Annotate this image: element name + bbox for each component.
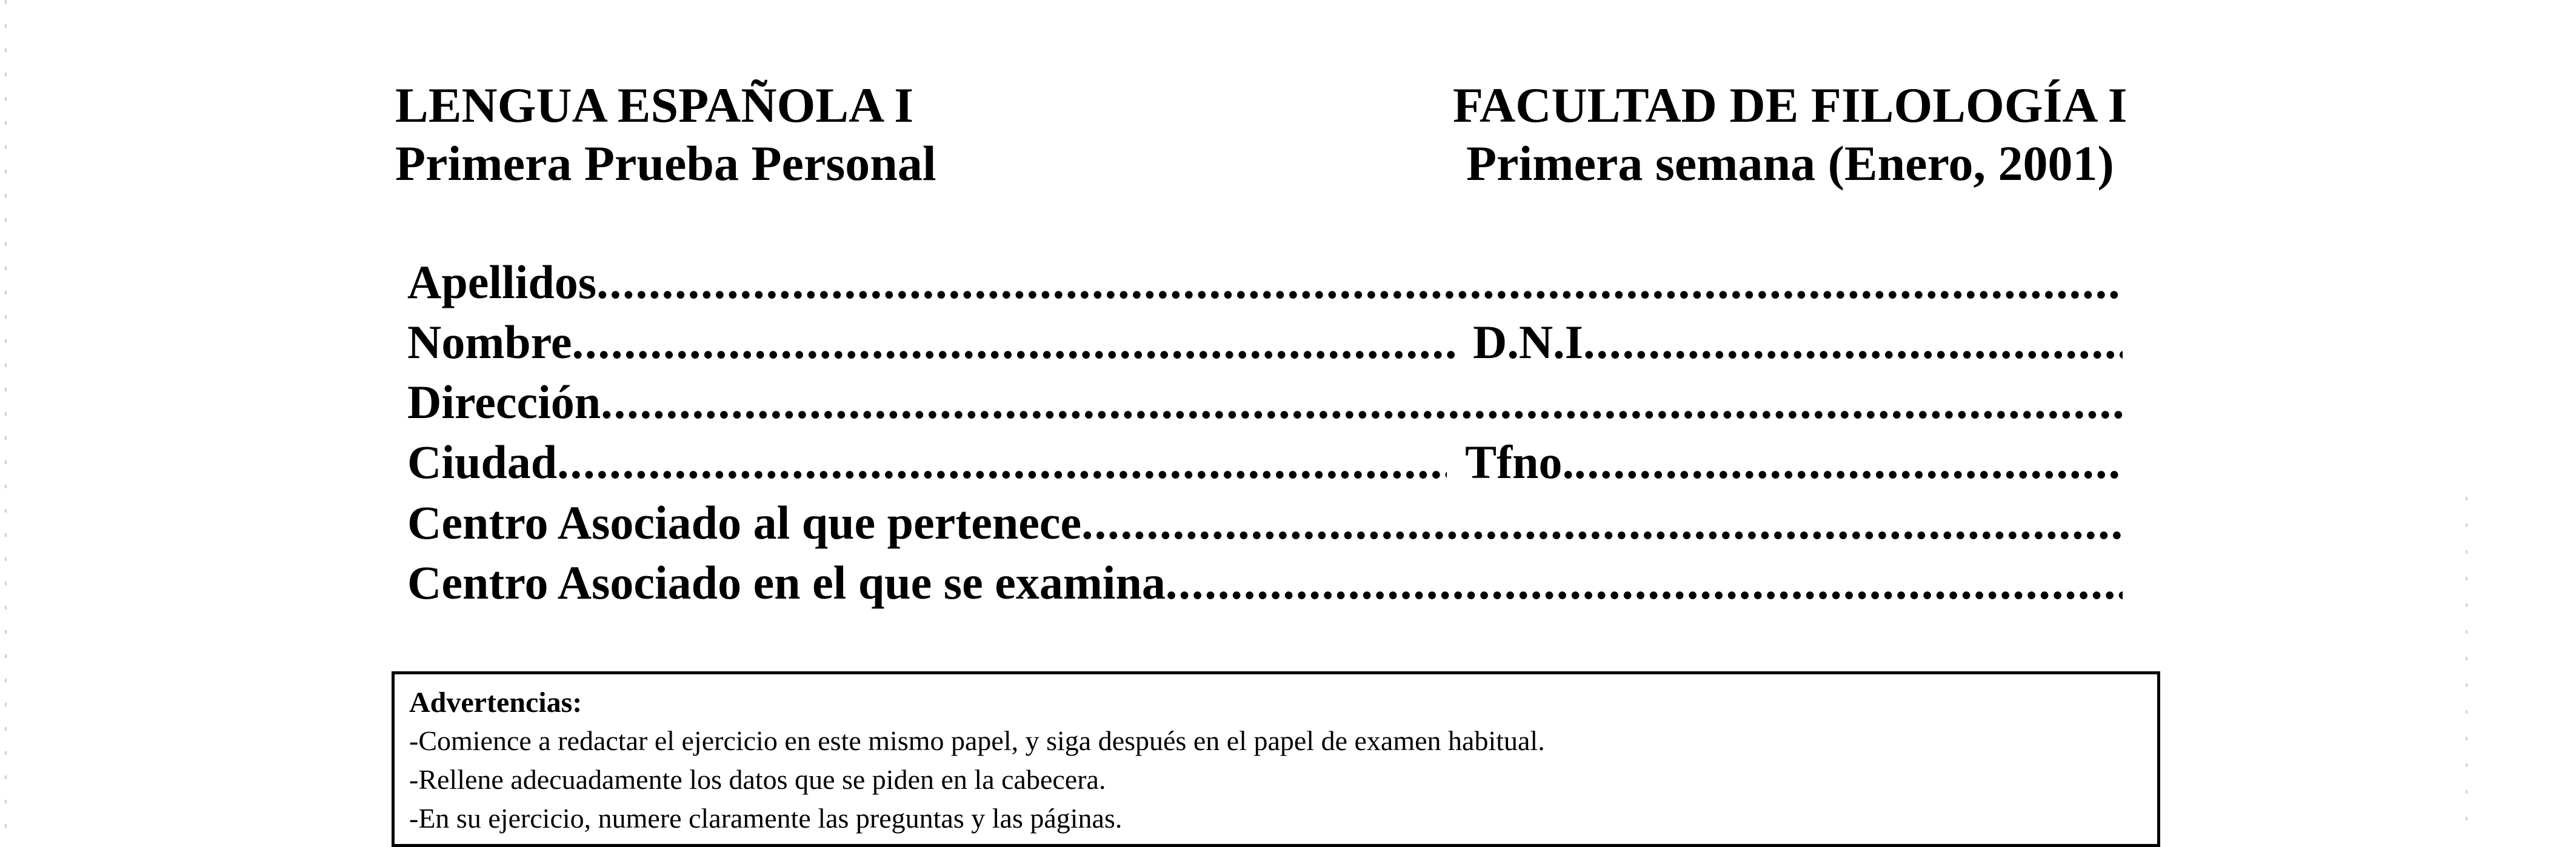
direccion-label: Dirección: [407, 376, 601, 428]
nombre-label: Nombre: [407, 316, 572, 368]
direccion-dotted-line[interactable]: [601, 373, 2123, 431]
centro-pertenece-field[interactable]: [407, 494, 2123, 552]
apellidos-field[interactable]: [407, 253, 2123, 311]
direccion-field[interactable]: [407, 373, 2123, 431]
ciudad-tfno-field[interactable]: [407, 433, 2123, 491]
centro-examina-dotted-line[interactable]: [1166, 554, 2123, 612]
exam-week: Primera semana (Enero, 2001): [1466, 136, 2114, 191]
notice-box: [392, 671, 2160, 847]
ciudad-dotted-line[interactable]: [557, 433, 1447, 491]
ciudad-label: Ciudad: [407, 436, 558, 488]
centro-examina-field[interactable]: [407, 554, 2123, 612]
centro-pertenece-label: Centro Asociado al que pertenece: [407, 496, 1082, 549]
tfno-label: Tfno.: [1465, 436, 1574, 488]
centro-examina-label: Centro Asociado en el que se examina: [407, 556, 1166, 609]
right-scan-edge: [2466, 497, 2468, 834]
exam-name: Primera Prueba Personal: [395, 136, 936, 191]
centro-pertenece-dotted-line[interactable]: [1081, 494, 2123, 552]
apellidos-label: Apellidos: [407, 256, 597, 308]
notice-item: -Rellene adecuadamente los datos que se piden en la cabecera.: [409, 764, 1106, 795]
course-title: LENGUA ESPAÑOLA I: [395, 78, 914, 133]
notice-item: -En su ejercicio, numere claramente las preguntas y las páginas.: [409, 803, 1123, 834]
notice-title: Advertencias:: [409, 686, 582, 719]
dni-dotted-line[interactable]: [1583, 313, 2123, 371]
apellidos-dotted-line[interactable]: [596, 253, 2123, 311]
faculty-title: FACULTAD DE FILOLOGÍA I: [1453, 78, 2127, 133]
notice-item: -Comience a redactar el ejercicio en este mismo papel, y siga después en el papel de examen habitual.: [409, 725, 1545, 756]
nombre-dotted-line[interactable]: [572, 313, 1455, 371]
left-scan-edge: [5, 0, 7, 834]
nombre-dni-field[interactable]: [407, 313, 2123, 371]
dni-label: D.N.I: [1472, 316, 1583, 368]
tfno-dotted-line[interactable]: [1574, 433, 2123, 491]
